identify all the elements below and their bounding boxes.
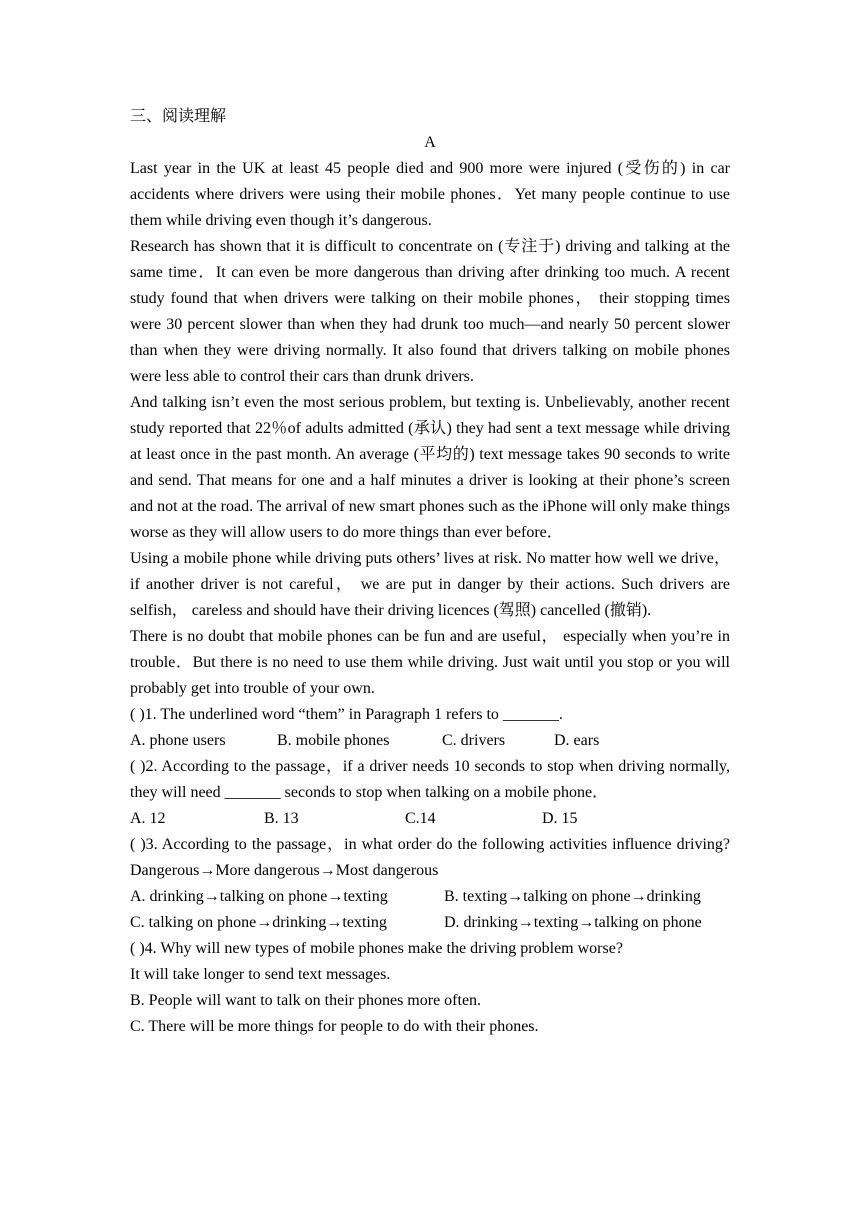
option-d: D. 15 <box>542 810 578 827</box>
option-a: It will take longer to send text messages. <box>130 966 391 983</box>
option-b: B. texting→talking on phone→drinking <box>444 888 701 905</box>
option-b: B. 13 <box>264 810 299 827</box>
question-3-stem: ( )3. According to the passage，in what order do the following activities influence driving? Dangerous→More dangerous→Most dangerous <box>130 836 730 879</box>
question-2-options <box>130 806 730 832</box>
section-title: 三、阅读理解 <box>130 108 227 125</box>
option-a: A. 12 <box>130 810 166 827</box>
paragraph-5: There is no doubt that mobile phones can be fun and are useful， especially when you’re in trouble．But there is no need to use them while driving. Just wait until you stop or you will probably get into trouble of your own. <box>130 628 730 697</box>
option-a: A. phone users <box>130 732 226 749</box>
paragraph-1: Last year in the UK at least 45 people died and 900 more were injured (受伤的) in car accidents where drivers were using their mobile phones．Yet many people continue to use them while driving even though it’s dangerous. <box>130 160 730 229</box>
question-3-options-row-2 <box>130 910 730 936</box>
option-c: C. There will be more things for people to do with their phones. <box>130 1018 539 1035</box>
paragraph-3: And talking isn’t even the most serious problem, but texting is. Unbelievably, another recent study reported that 22％of adults admitted (承认) they had sent a text message while driving at least once in the past month. An average (平均的) text message takes 90 seconds to write and send. That means for one and a half minutes a driver is looking at their phone’s screen and not at the road. The arrival of new smart phones such as the iPhone will only make things worse as they will allow users to do more things than ever before． <box>130 394 731 541</box>
option-c: C. talking on phone→drinking→texting <box>130 914 387 931</box>
passage-label: A <box>424 134 436 151</box>
question-1-options <box>130 728 730 754</box>
option-d: D. ears <box>554 732 600 749</box>
question-2-stem: ( )2. According to the passage，if a driver needs 10 seconds to stop when driving normally, they will need _______ seconds to stop when talking on a mobile phone． <box>130 758 731 801</box>
document-page <box>130 104 730 1040</box>
paragraph-4: Using a mobile phone while driving puts others’ lives at risk. No matter how well we drive， if another driver is not careful， we are put in danger by their actions. Such drivers are selfish， careless and should have their driving licences (驾照) cancelled (撤销). <box>130 550 730 619</box>
option-c: C.14 <box>405 810 436 827</box>
option-c: C. drivers <box>442 732 506 749</box>
question-3-options-row-1 <box>130 884 730 910</box>
paragraph-2: Research has shown that it is difficult to concentrate on (专注于) driving and talking at the same time．It can even be more dangerous than driving after drinking too much. A recent study found that when drivers were talking on their mobile phones， their stopping times were 30 percent slower than when they had drunk too much—and nearly 50 percent slower than when they were driving normally. It also found that drivers talking on mobile phones were less able to control their cars than drunk drivers. <box>130 238 730 385</box>
question-1-stem: ( )1. The underlined word “them” in Paragraph 1 refers to _______. <box>130 706 563 723</box>
option-b: B. People will want to talk on their phones more often. <box>130 992 482 1009</box>
option-d: D. drinking→texting→talking on phone <box>444 914 702 931</box>
option-a: A. drinking→talking on phone→texting <box>130 888 388 905</box>
option-b: B. mobile phones <box>277 732 390 749</box>
question-4-stem: ( )4. Why will new types of mobile phones make the driving problem worse? <box>130 940 623 957</box>
